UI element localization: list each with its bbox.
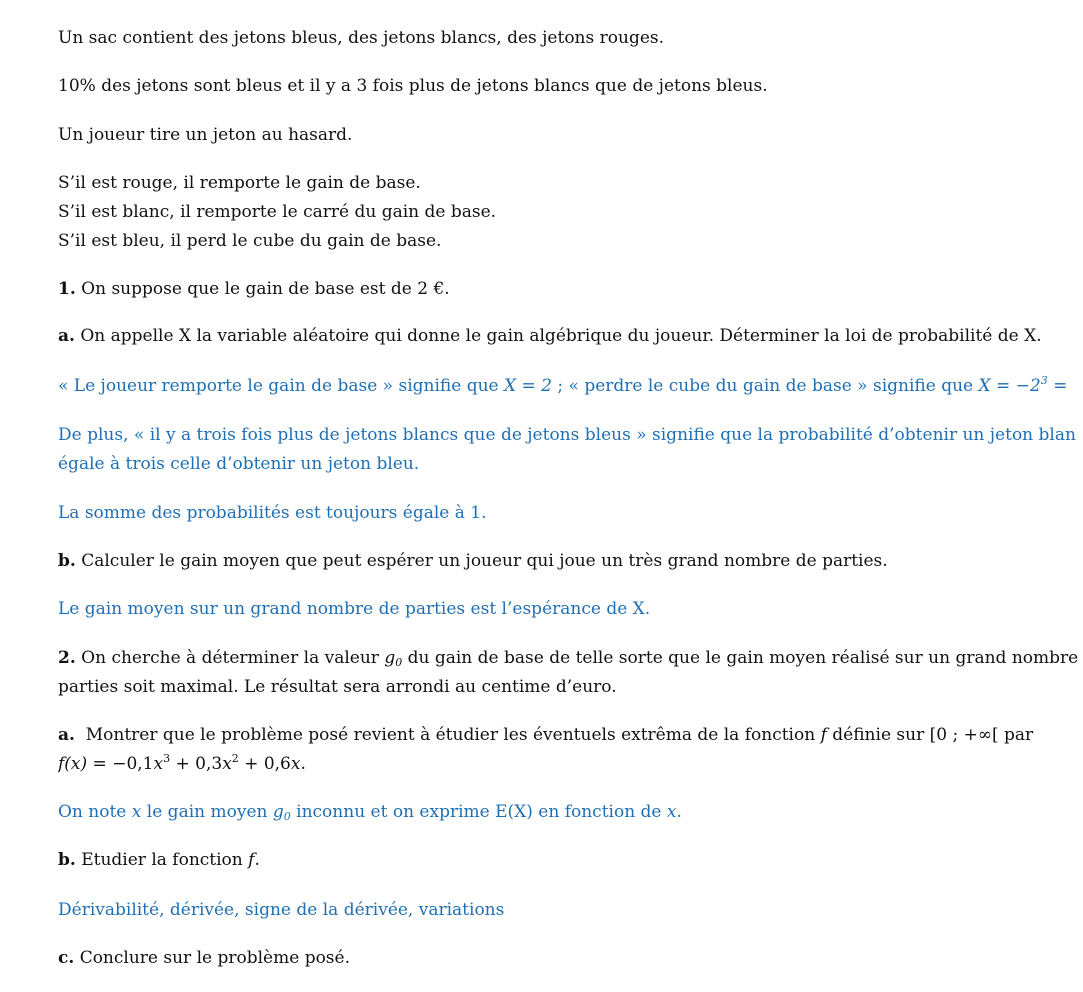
question-2c-label: c. — [58, 948, 75, 968]
rule-red: S’il est rouge, il remporte le gain de base. — [58, 173, 421, 193]
question-2a-line-1: a. Montrer que le problème posé revient à étudier les éventuels extrêma de la fonction f définie sur [0 ; +∞[ par — [58, 725, 1034, 745]
intro-line-2: 10% des jetons sont bleus et il y a 3 fois plus de jetons blancs que de jetons bleus. — [58, 76, 768, 96]
question-2-line-2: parties soit maximal. Le résultat sera arrondi au centime d’euro. — [58, 677, 617, 697]
question-1a-label: a. — [58, 326, 75, 346]
question-1a-text: On appelle X la variable aléatoire qui donne le gain algébrique du joueur. Déterminer la loi de probabilité de X. — [80, 326, 1042, 346]
variable-g0: $g_0$ — [384, 648, 403, 669]
question-1-number: 1. — [58, 279, 76, 299]
equation-x-equals-minus-2-cubed: $X = -2^3$ = — [978, 374, 1068, 396]
question-2a-formula: $f(x) = -0,1x^3 + 0,3x^2 + 0,6x$. — [58, 752, 306, 774]
question-1-text: On suppose que le gain de base est de 2 €. — [81, 279, 450, 299]
question-2-line-1: 2. On cherche à déterminer la valeur $g_0$ du gain de base de telle sorte que le gain moyen réalisé sur un grand nombre — [58, 648, 1079, 669]
question-1 — [58, 278, 450, 300]
question-2-number: 2. — [58, 648, 76, 668]
hint-1a-3: La somme des probabilités est toujours égale à 1. — [58, 503, 487, 523]
rule-blue: S’il est bleu, il perd le cube du gain de base. — [58, 231, 442, 251]
exercise-page — [58, 0, 1083, 992]
question-2a-label: a. — [58, 725, 75, 745]
hint-2a: On note x le gain moyen $g_0$ inconnu et on exprime E(X) en fonction de x. — [58, 802, 682, 823]
hint-1a-1: « Le joueur remporte le gain de base » signifie que X = 2 ; « perdre le cube du gain de base » signifie que $X = -2^3$ = — [58, 374, 1068, 396]
function-f: f — [820, 725, 827, 745]
question-1a — [58, 325, 1042, 347]
question-2b-label: b. — [58, 850, 76, 870]
question-1b-text: Calculer le gain moyen que peut espérer un joueur qui joue un très grand nombre de parties. — [81, 551, 888, 571]
rule-white: S’il est blanc, il remporte le carré du gain de base. — [58, 202, 497, 222]
intro-line-1: Un sac contient des jetons bleus, des jetons blancs, des jetons rouges. — [58, 28, 665, 48]
hint-1a-2-line-1: De plus, « il y a trois fois plus de jetons blancs que de jetons bleus » signifie que la probabilité d’obtenir un jeton blan — [58, 425, 1076, 445]
question-1b-label: b. — [58, 551, 76, 571]
intro-line-3: Un joueur tire un jeton au hasard. — [58, 125, 353, 145]
equation-x-equals-2: X = 2 — [504, 376, 552, 396]
hint-1a-2-line-2: égale à trois celle d’obtenir un jeton bleu. — [58, 454, 420, 474]
question-1b — [58, 550, 888, 572]
question-2b: b. Etudier la fonction f. — [58, 850, 260, 870]
hint-2b: Dérivabilité, dérivée, signe de la dérivée, variations — [58, 900, 505, 920]
question-2c: c. Conclure sur le problème posé. — [58, 948, 350, 968]
hint-1b: Le gain moyen sur un grand nombre de parties est l’espérance de X. — [58, 599, 651, 619]
